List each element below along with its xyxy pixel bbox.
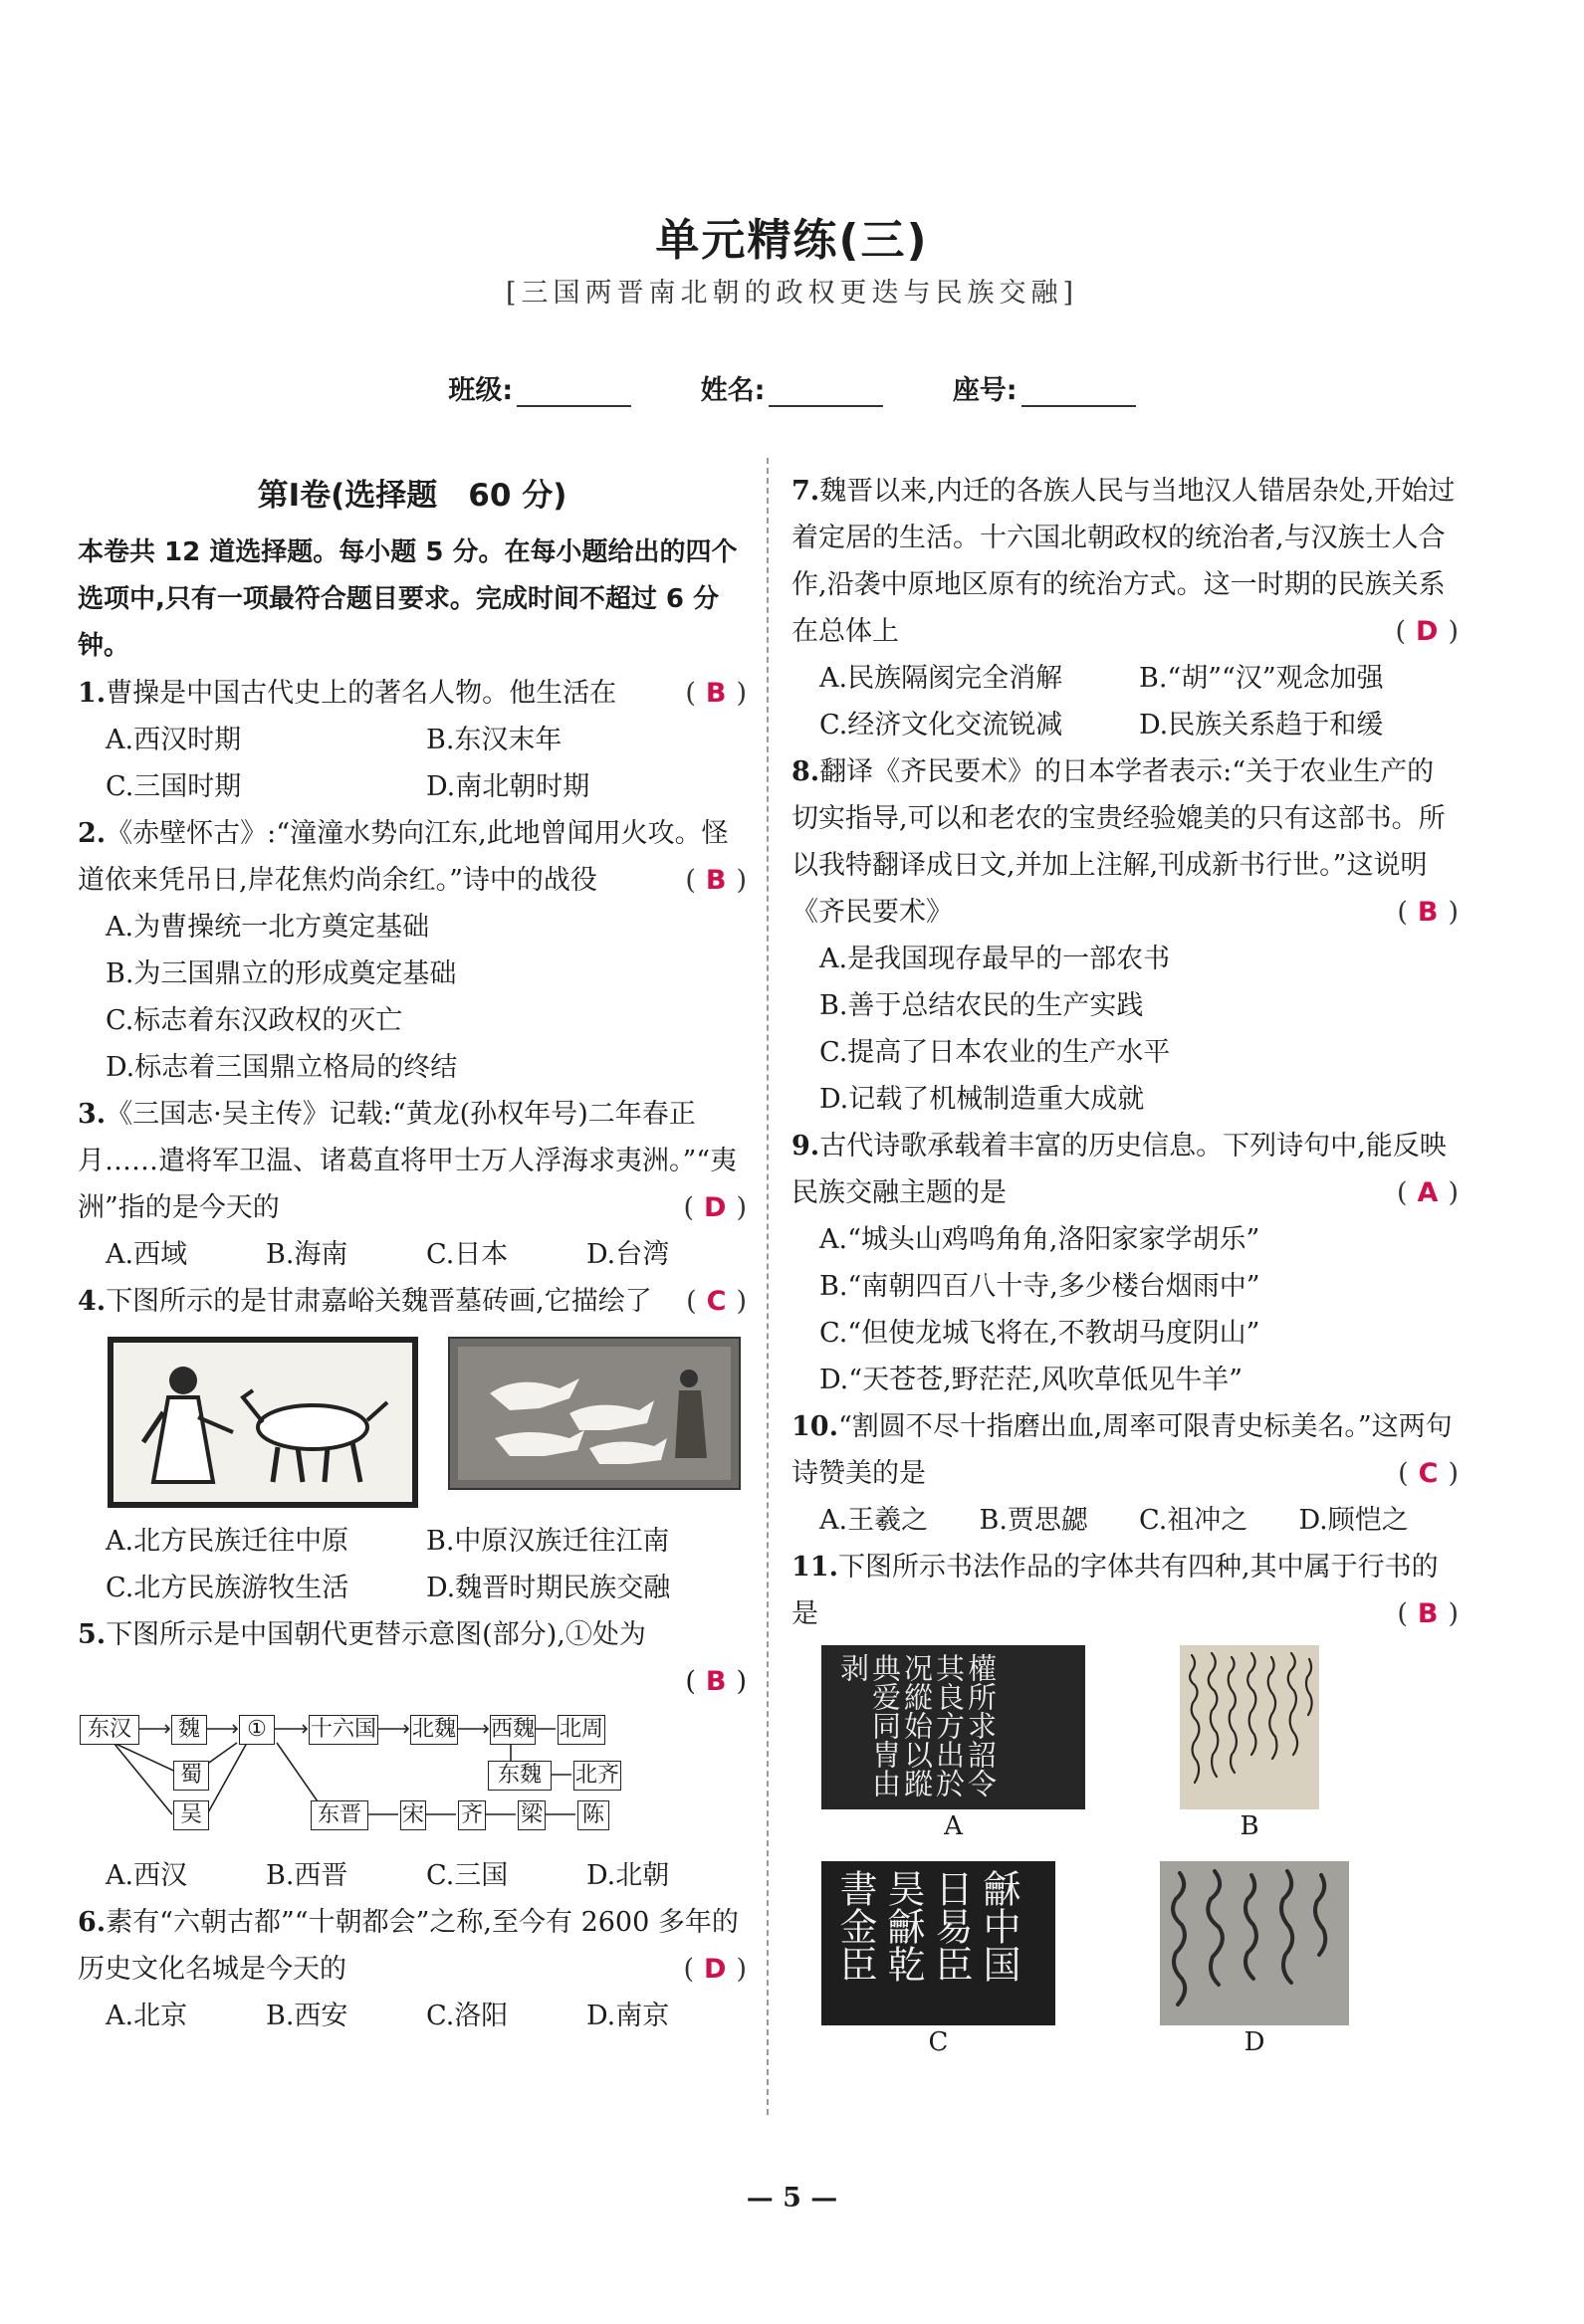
question-stem: 下图所示是中国朝代更替示意图(部分),①处为 xyxy=(106,1619,646,1650)
answer-letter: B xyxy=(705,678,727,709)
question-7 xyxy=(792,468,1459,748)
question-number: 3. xyxy=(78,1099,107,1130)
answer-mark: ( B ) xyxy=(685,1666,747,1697)
option-a[interactable]: A.为曹操统一北方奠定基础 xyxy=(106,912,430,943)
option-a[interactable]: A.北京 xyxy=(106,2001,188,2031)
seal-char: 金 xyxy=(833,1907,877,1945)
option-c[interactable]: C.三国时期 xyxy=(106,771,242,802)
answer-letter: B xyxy=(705,865,727,896)
seal-char: 臣 xyxy=(929,1945,973,1983)
option-c[interactable]: C.标志着东汉政权的灭亡 xyxy=(106,1005,403,1036)
option-b[interactable]: B.贾思勰 xyxy=(979,1505,1088,1536)
kaishu-char: 始 xyxy=(900,1711,934,1740)
left-column xyxy=(78,468,747,2039)
question-8 xyxy=(792,748,1459,1123)
question-number: 2. xyxy=(78,818,107,849)
question-number: 10. xyxy=(792,1411,838,1442)
option-c[interactable]: C.洛阳 xyxy=(426,2001,509,2031)
kaishu-char: 令 xyxy=(964,1769,998,1797)
section-instructions: 本卷共 12 道选择题。每小题 5 分。在每小题给出的四个选项中,只有一项最符合题目要求。完成时间不超过 6 分钟。 xyxy=(78,537,738,661)
dynasty-node: 宋 xyxy=(400,1800,426,1830)
seal-char: 易 xyxy=(929,1907,973,1945)
kaishu-char: 同 xyxy=(868,1711,902,1740)
option-a[interactable]: A.“城头山鸡鸣角角,洛阳家家学胡乐” xyxy=(819,1224,1260,1255)
option-a[interactable]: A.是我国现存最早的一部农书 xyxy=(819,944,1171,974)
kaishu-char: 其 xyxy=(932,1653,966,1682)
dynasty-node: 东魏 xyxy=(488,1761,552,1791)
kaishu-char: 詔 xyxy=(964,1740,998,1769)
option-b[interactable]: B.东汉末年 xyxy=(426,725,563,755)
caption-c: C xyxy=(928,2027,949,2057)
option-b[interactable]: B.西晋 xyxy=(266,1860,348,1891)
option-c[interactable]: C.祖冲之 xyxy=(1139,1505,1248,1536)
kaishu-char: 方 xyxy=(932,1711,966,1740)
kaishu-char: 况 xyxy=(900,1653,934,1682)
kaishu-char: 冑 xyxy=(868,1740,902,1769)
question-number: 6. xyxy=(78,1907,107,1938)
answer-mark: ( B ) xyxy=(685,678,747,709)
question-stem: 《赤壁怀古》:“潼潼水势向江东,此地曾闻用火攻。怪道依来凭吊日,岸花焦灼尚余红。”诗中的战役 xyxy=(78,818,729,896)
kaishu-char: 於 xyxy=(932,1769,966,1797)
kaishu-char: 出 xyxy=(932,1740,966,1769)
question-number: 8. xyxy=(792,756,820,787)
seal-char: 龢 xyxy=(977,1869,1020,1907)
brick-painting-horses-image xyxy=(448,1337,741,1490)
seal-char: 中国 xyxy=(977,1907,1020,1983)
question-number: 9. xyxy=(792,1131,820,1162)
kaishu-char: 權 xyxy=(964,1653,998,1682)
caption-d: D xyxy=(1244,2027,1265,2057)
answer-letter: C xyxy=(1418,1458,1439,1489)
dynasty-node: 陈 xyxy=(577,1800,609,1830)
option-c[interactable]: C.提高了日本农业的生产水平 xyxy=(819,1037,1171,1068)
question-11 xyxy=(792,1544,1459,2059)
kaishu-char: 剥 xyxy=(836,1653,870,1682)
dynasty-node: 梁 xyxy=(518,1800,546,1830)
answer-mark: ( B ) xyxy=(1397,897,1459,928)
question-stem: “割圆不尽十指磨出血,周率可限青史标美名。”这两句诗赞美的是 xyxy=(792,1411,1453,1489)
option-d[interactable]: D.顾恺之 xyxy=(1298,1505,1409,1536)
kaishu-char: 以 xyxy=(900,1740,934,1769)
question-5 xyxy=(78,1611,747,1899)
page-subtitle: [三国两晋南北朝的政权更迭与民族交融] xyxy=(505,278,1079,309)
option-b[interactable]: B.海南 xyxy=(266,1239,348,1270)
question-stem: 魏晋以来,内迁的各族人民与当地汉人错居杂处,开始过着定居的生活。十六国北朝政权的统治者,与汉族士人合作,沿袭中原地区原有的统治方式。这一时期的民族关系在总体上 xyxy=(792,476,1456,647)
dynasty-node: 北周 xyxy=(558,1715,605,1745)
dynasty-node: 西魏 xyxy=(490,1715,536,1745)
answer-mark: ( D ) xyxy=(683,1954,747,1985)
kaishu-char: 縱 xyxy=(900,1682,934,1711)
option-d[interactable]: D.民族关系趋于和缓 xyxy=(1139,710,1384,740)
calligraphy-option-d[interactable] xyxy=(1140,1861,1439,2059)
seal-char: 書 xyxy=(833,1869,877,1907)
question-number: 11. xyxy=(792,1552,838,1583)
option-b[interactable]: B.善于总结农民的生产实践 xyxy=(819,990,1144,1021)
option-b[interactable]: B.西安 xyxy=(266,2001,348,2031)
option-a[interactable]: A.西汉 xyxy=(106,1860,188,1891)
question-stem: 《三国志·吴主传》记载:“黄龙(孙权年号)二年春正月……遣将军卫温、诸葛直将甲士万人浮海求夷洲。”“夷洲”指的是今天的 xyxy=(78,1099,738,1223)
question-stem: 曹操是中国古代史上的著名人物。他生活在 xyxy=(106,678,617,709)
seal-char: 臣 xyxy=(833,1945,877,1983)
question-stem: 素有“六朝古都”“十朝都会”之称,至今有 2600 多年的历史文化名城是今天的 xyxy=(78,1907,739,1985)
dynasty-node: 齐 xyxy=(458,1800,486,1830)
answer-mark: ( D ) xyxy=(683,1192,747,1223)
student-info xyxy=(0,368,1584,407)
option-d[interactable]: D.台湾 xyxy=(586,1239,670,1270)
option-d[interactable]: D.“天苍苍,野茫茫,风吹草低见牛羊” xyxy=(819,1365,1244,1395)
option-d[interactable]: D.南北朝时期 xyxy=(426,771,590,802)
calligraphy-option-b[interactable] xyxy=(1140,1645,1439,1843)
kaishu-char: 求 xyxy=(964,1711,998,1740)
xingshu-manuscript-image xyxy=(1180,1645,1319,1809)
dynasty-node: 东晋 xyxy=(311,1800,368,1830)
option-d[interactable]: D.记载了机械制造重大成就 xyxy=(819,1084,1145,1115)
question-stem: 翻译《齐民要术》的日本学者表示:“关于农业生产的切实指导,可以和老农的宝贵经验媲美的只有这部书。所以我特翻译成日文,并加上注解,刊成新书行世。”这说明《齐民要术》 xyxy=(792,756,1446,928)
right-column xyxy=(792,468,1459,2059)
dynasty-node: 蜀 xyxy=(173,1761,209,1791)
question-number: 7. xyxy=(792,476,820,507)
option-d[interactable]: D.魏晋时期民族交融 xyxy=(426,1573,671,1603)
page-number-value: 5 xyxy=(783,2183,801,2214)
option-a[interactable]: A.王羲之 xyxy=(819,1505,929,1536)
brick-painting-herder-image xyxy=(108,1337,418,1508)
class-field[interactable] xyxy=(517,405,631,407)
answer-mark: ( C ) xyxy=(1398,1458,1459,1489)
calligraphy-option-c[interactable] xyxy=(821,1861,1120,2059)
answer-mark: ( B ) xyxy=(685,865,747,896)
question-stem: 下图所示书法作品的字体共有四种,其中属于行书的是 xyxy=(792,1552,1439,1629)
option-c[interactable]: C.北方民族游牧生活 xyxy=(106,1573,349,1603)
answer-letter: B xyxy=(1417,1598,1439,1629)
kaishu-char: 蹤 xyxy=(900,1769,934,1797)
column-divider xyxy=(767,458,769,2115)
option-d[interactable]: D.标志着三国鼎立格局的终结 xyxy=(106,1052,458,1083)
question-2 xyxy=(78,810,747,1091)
option-a[interactable]: A.西汉时期 xyxy=(106,725,242,755)
option-a[interactable]: A.西域 xyxy=(106,1239,188,1270)
option-b[interactable]: B.为三国鼎立的形成奠定基础 xyxy=(106,958,457,989)
kaishu-char: 爱 xyxy=(868,1682,902,1711)
option-b[interactable]: B.“南朝四百八十寺,多少楼台烟雨中” xyxy=(819,1271,1260,1302)
dynasty-node: 魏 xyxy=(171,1715,207,1745)
question-9 xyxy=(792,1123,1459,1403)
cursive-rubbing-image xyxy=(1160,1861,1349,2025)
section-title: 第Ⅰ卷(选择题 60 分) xyxy=(257,478,567,514)
question-number: 4. xyxy=(78,1286,107,1317)
question-stem: 古代诗歌承载着丰富的历史信息。下列诗句中,能反映民族交融主题的是 xyxy=(792,1131,1447,1208)
question-3 xyxy=(78,1091,747,1278)
answer-letter: D xyxy=(1416,616,1439,647)
option-a[interactable]: A.民族隔阂完全消解 xyxy=(819,663,1063,694)
dynasty-node: 北齐 xyxy=(573,1761,621,1791)
kaishu-char: 典 xyxy=(868,1653,902,1682)
option-c[interactable]: C.三国 xyxy=(426,1860,509,1891)
calligraphy-option-a[interactable] xyxy=(821,1645,1120,1843)
dynasty-diagram xyxy=(78,1715,735,1914)
kaishu-rubbing-image xyxy=(821,1645,1085,1809)
answer-letter: D xyxy=(704,1192,727,1223)
dynasty-node: 十六国 xyxy=(309,1715,378,1745)
seal-char: 乾 xyxy=(881,1945,925,1983)
question-number: 1. xyxy=(78,678,107,709)
option-b[interactable]: B.中原汉族迁往江南 xyxy=(426,1526,670,1557)
question-4 xyxy=(78,1278,747,1611)
seat-field[interactable] xyxy=(1021,405,1136,407)
dynasty-node: 吴 xyxy=(173,1800,209,1830)
kaishu-char: 由 xyxy=(868,1769,902,1797)
page-number: — 5 — xyxy=(746,2183,838,2214)
caption-b: B xyxy=(1240,1811,1259,1841)
question-10 xyxy=(792,1403,1459,1544)
option-b[interactable]: B.“胡”“汉”观念加强 xyxy=(1139,663,1384,694)
option-d[interactable]: D.南京 xyxy=(586,2001,670,2031)
question-6 xyxy=(78,1899,747,2039)
kaishu-char: 良 xyxy=(932,1682,966,1711)
name-field[interactable] xyxy=(769,405,883,407)
seal-char: 龢 xyxy=(881,1907,925,1945)
page-title: 单元精练(三) xyxy=(655,215,929,266)
question-1 xyxy=(78,670,747,810)
option-c[interactable]: C.日本 xyxy=(426,1239,509,1270)
answer-mark: ( C ) xyxy=(686,1286,747,1317)
option-c[interactable]: C.经济文化交流锐减 xyxy=(819,710,1063,740)
question-number: 5. xyxy=(78,1619,107,1650)
answer-mark: ( B ) xyxy=(1397,1598,1459,1629)
answer-letter: B xyxy=(705,1666,727,1697)
seal-char: 昊 xyxy=(881,1869,925,1907)
dynasty-node: ① xyxy=(239,1715,275,1745)
caption-a: A xyxy=(944,1811,963,1841)
answer-mark: ( D ) xyxy=(1395,616,1459,647)
option-c[interactable]: C.“但使龙城飞将在,不教胡马度阴山” xyxy=(819,1318,1260,1349)
seat-label: 座号: xyxy=(952,375,1018,406)
option-d[interactable]: D.北朝 xyxy=(586,1860,670,1891)
kaishu-char: 所 xyxy=(964,1682,998,1711)
name-label: 姓名: xyxy=(700,375,766,406)
class-label: 班级: xyxy=(448,375,514,406)
answer-letter: B xyxy=(1417,897,1439,928)
seal-char: 日 xyxy=(929,1869,973,1907)
answer-letter: D xyxy=(704,1954,727,1985)
dynasty-node: 北魏 xyxy=(410,1715,458,1745)
seal-script-image xyxy=(821,1861,1055,2025)
calligraphy-samples xyxy=(792,1645,1459,2059)
answer-letter: C xyxy=(706,1286,727,1317)
answer-mark: ( A ) xyxy=(1397,1177,1459,1208)
question-stem: 下图所示的是甘肃嘉峪关魏晋墓砖画,它描绘了 xyxy=(106,1286,652,1317)
option-a[interactable]: A.北方民族迁往中原 xyxy=(106,1526,349,1557)
dynasty-node: 东汉 xyxy=(80,1715,139,1745)
brick-paintings xyxy=(78,1337,747,1508)
answer-letter: A xyxy=(1417,1177,1439,1208)
